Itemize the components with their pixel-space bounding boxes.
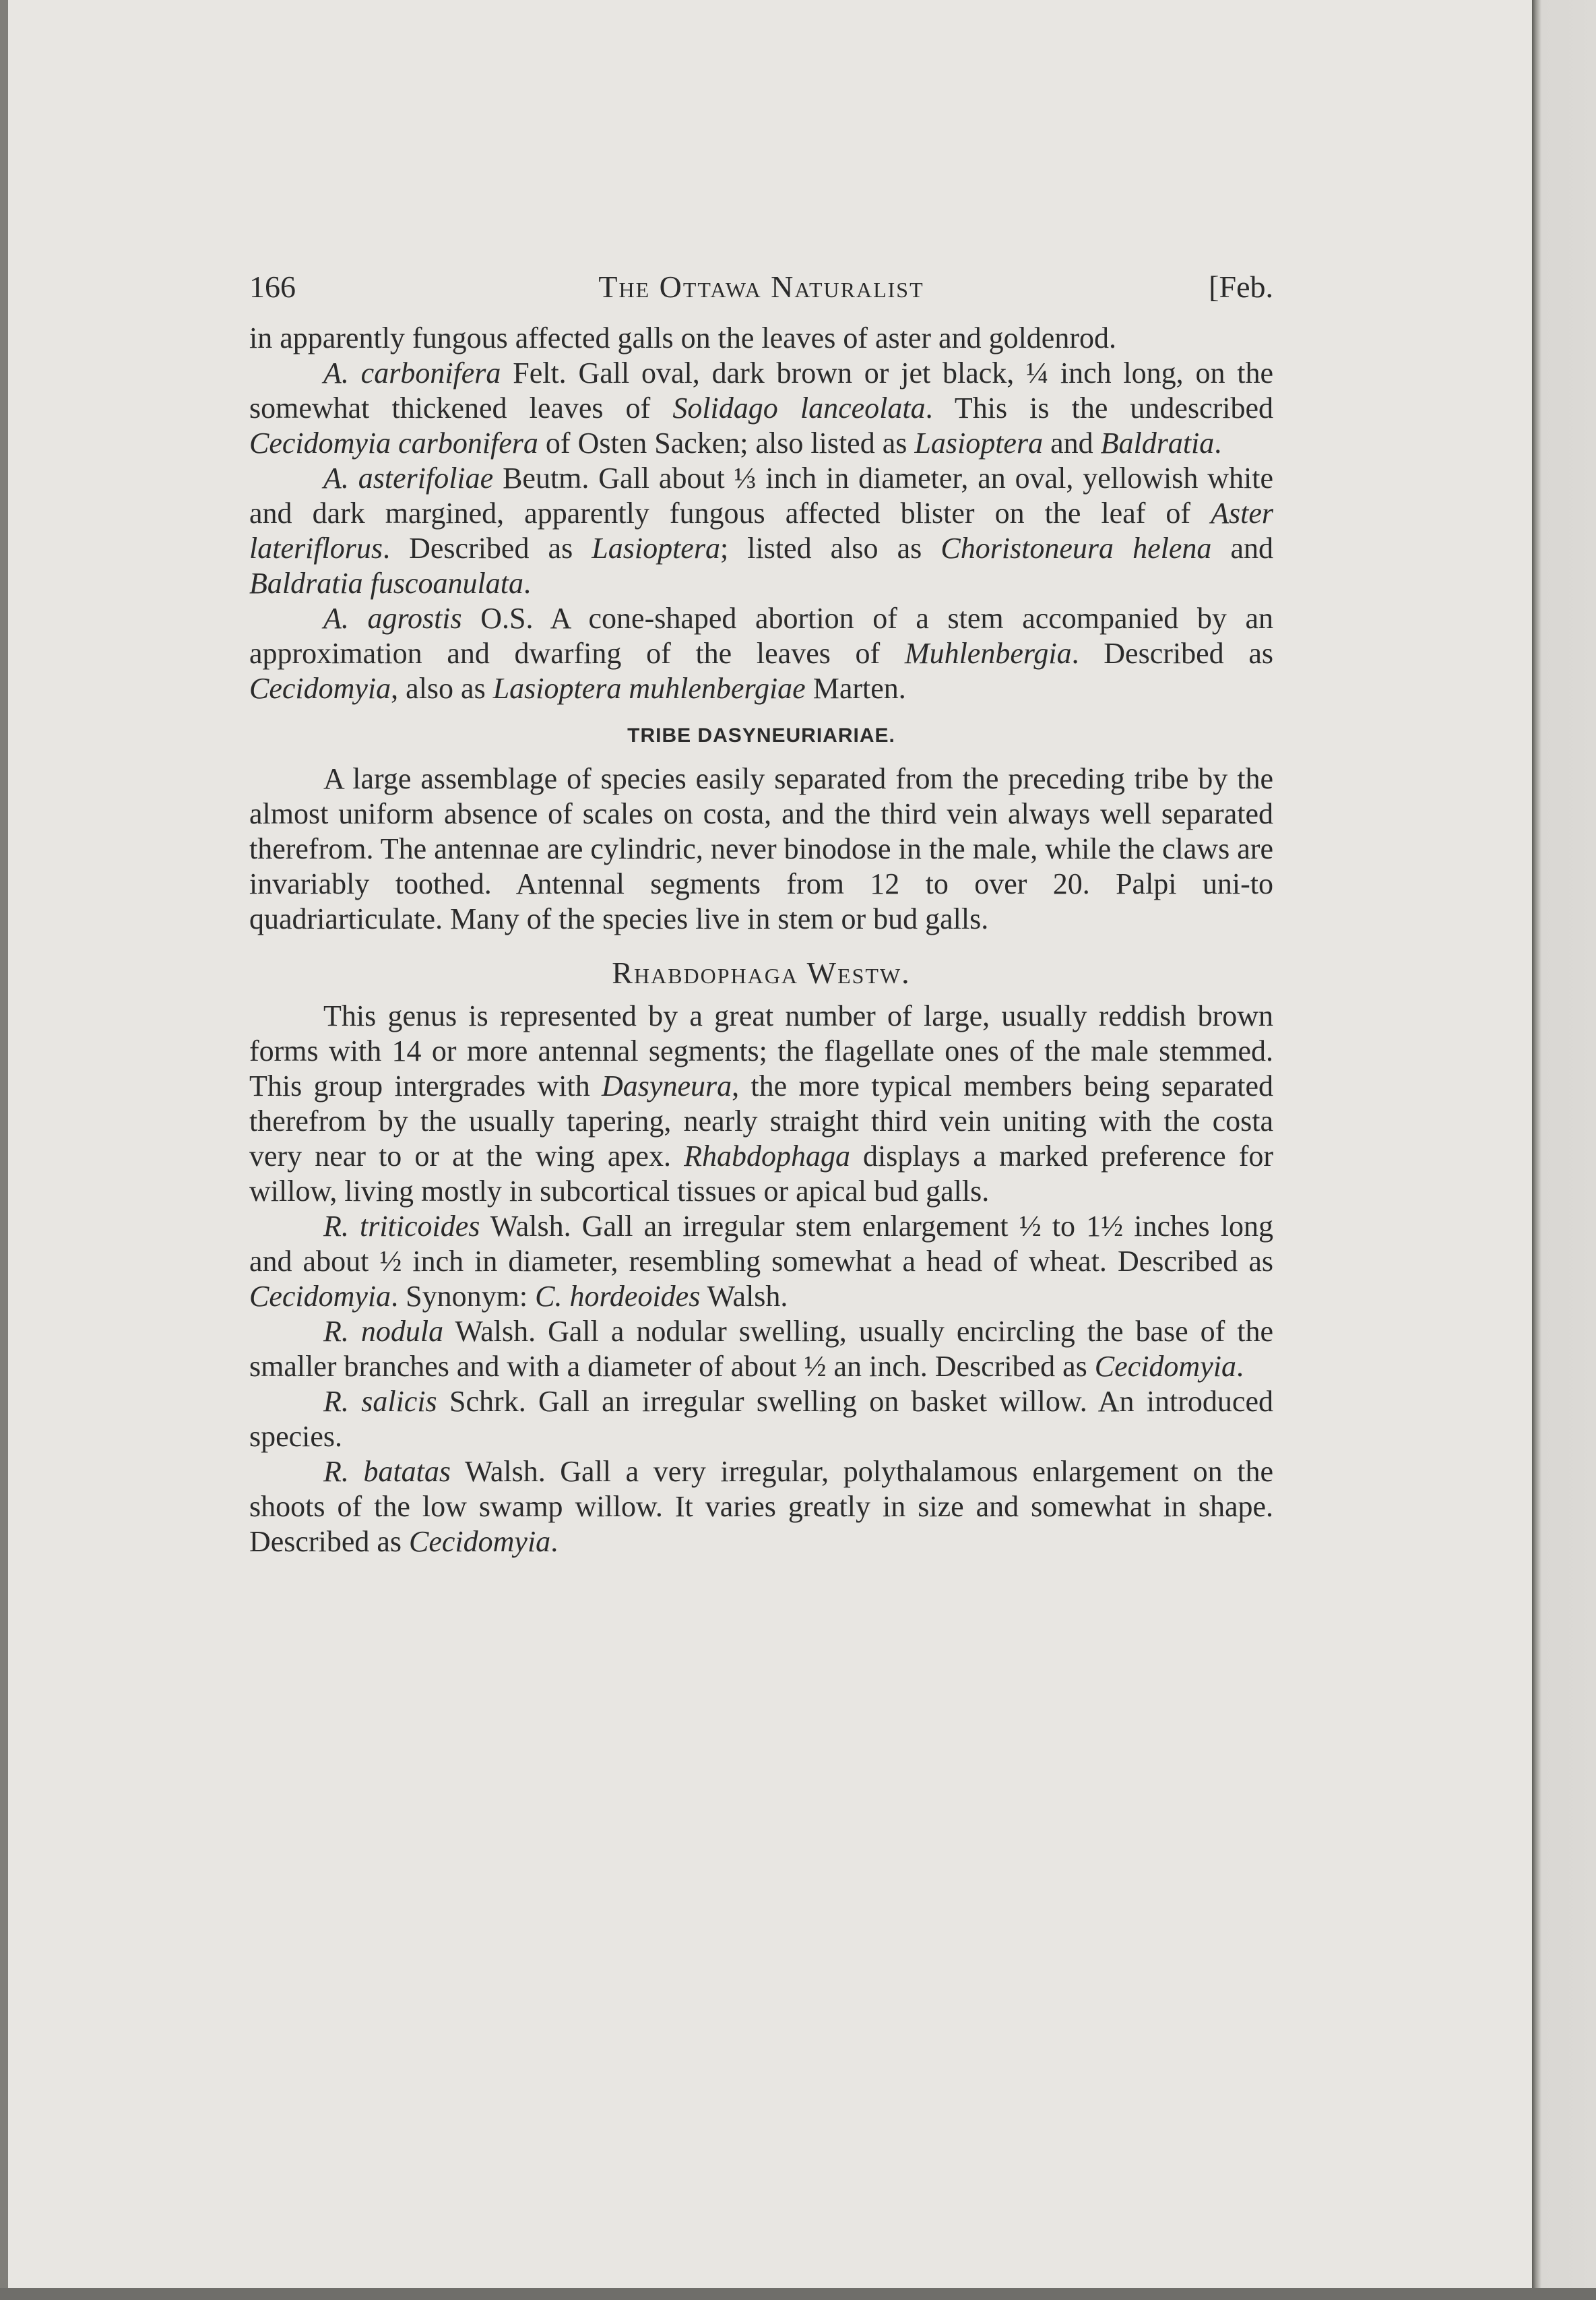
taxon-name: Rhabdophaga (684, 1140, 850, 1173)
entry-text: Walsh. (700, 1280, 788, 1313)
entry-text: , the more typical members being separated therefrom by the usually tapering, nearly straight third vein uniting with the costa very near to or at the wing apex. (249, 1069, 1274, 1173)
species-entry (249, 461, 1273, 601)
taxon-name: Choristoneura helena (940, 532, 1212, 565)
genus-heading: Rhabdophaga Westw. (612, 956, 911, 990)
paragraph (249, 999, 1273, 1209)
entry-text: Schrk. Gall an irregular swelling on basket willow. An introduced species. (249, 1385, 1273, 1453)
page-number: 166 (249, 270, 296, 304)
species-name: A. asterifoliae (323, 462, 494, 495)
taxon-name: Cecidomyia (249, 672, 391, 705)
taxon-name: Cecidomyia (249, 1280, 391, 1313)
taxon-name: Muhlenbergia (904, 637, 1072, 670)
species-entry (249, 1209, 1273, 1314)
taxon-name: Baldratia (1100, 427, 1215, 460)
taxon-name: Lasioptera (592, 532, 720, 565)
taxon-name: Cecidomyia carbonifera (249, 427, 538, 460)
taxon-name: Aster lateriflorus (249, 497, 1273, 565)
entry-text: Walsh. Gall a very irregular, polythalamous enlargement on the shoots of the low swamp willow. It varies greatly in size and somewhat in shape. Described as (249, 1455, 1273, 1558)
running-head (249, 270, 1273, 310)
taxon-name: Lasioptera (914, 427, 1044, 460)
entry-text: and (1211, 532, 1274, 565)
scan-bottom-edge (0, 2288, 1596, 2300)
entry-text: . (1236, 1350, 1244, 1383)
entry-text: . Described as (1071, 637, 1274, 670)
entry-text: O.S. A cone-shaped abortion of a stem accompanied by an approximation and dwarfing of the leaves of (249, 602, 1273, 670)
entry-text: Felt. Gall oval, dark brown or jet black, ¼ inch long, on the somewhat thickened leaves of (249, 356, 1273, 425)
species-name: R. batatas (323, 1455, 451, 1488)
entry-text: . (550, 1525, 558, 1558)
entry-text: . Synonym: (391, 1280, 536, 1313)
species-entry (249, 1314, 1273, 1384)
taxon-name: Dasyneura (602, 1069, 732, 1102)
entry-text: of Osten Sacken; also listed as (538, 427, 915, 460)
species-entry (249, 356, 1273, 461)
species-name: R. salicis (323, 1385, 437, 1418)
entry-text: and (1043, 427, 1101, 460)
entry-text: . (523, 567, 531, 600)
entry-text: Walsh. Gall a nodular swelling, usually encircling the base of the smaller branches and with a diameter of about ½ an inch. Described as (249, 1315, 1273, 1383)
species-name: R. triticoides (323, 1210, 480, 1243)
entry-text: , also as (391, 672, 493, 705)
entry-text: This genus is represented by a great number of large, usually reddish brown forms with 14 or more antennal segments; the flagellate ones of the male stemmed. This group intergrades with (249, 999, 1273, 1102)
taxon-name: Cecidomyia (409, 1525, 551, 1558)
taxon-name: Solidago lanceolata (672, 392, 926, 425)
taxon-name: C. hordeoides (535, 1280, 701, 1313)
tribe-heading: TRIBE DASYNEURIARIAE. (627, 724, 895, 747)
species-name: R. nodula (323, 1315, 444, 1348)
species-entry (249, 1454, 1273, 1559)
page-text (249, 270, 1273, 1559)
entry-text: Walsh. Gall an irregular stem enlargement ½ to 1½ inches long and about ½ inch in diameter, resembling somewhat a head of wheat. Described as (249, 1210, 1273, 1278)
taxon-name: Baldratia fuscoanulata (249, 567, 523, 600)
entry-text: displays a marked preference for willow, living mostly in subcortical tissues or apical bud galls. (249, 1140, 1273, 1208)
entry-text: . Described as (383, 532, 592, 565)
species-entry (249, 601, 1273, 706)
paragraph: A large assemblage of species easily separated from the preceding tribe by the almost uniform absence of scales on costa, and the third vein always well separated therefrom. The antennae are cylindric, never binodose in the male, while the claws are invariably toothed. Antennal segments from 12 to over 20. Palpi uni-to quadriarticulate. Many of the species live in stem or bud galls. (249, 762, 1273, 935)
paragraph: in apparently fungous affected galls on the leaves of aster and goldenrod. (249, 321, 1116, 354)
taxon-name: Cecidomyia (1094, 1350, 1236, 1383)
issue-month: [Feb. (1209, 270, 1273, 304)
entry-text: . This is the undescribed (925, 392, 1274, 425)
entry-text: Beutm. Gall about ⅓ inch in diameter, an oval, yellowish white and dark margined, apparently fungous affected blister on the leaf of (249, 462, 1273, 530)
entry-text: . (1214, 427, 1222, 460)
facing-page-edge (1532, 0, 1596, 2300)
entry-text: ; listed also as (720, 532, 941, 565)
species-entry (249, 1384, 1273, 1454)
species-name: A. agrostis (323, 602, 462, 635)
species-name: A. carbonifera (323, 356, 501, 390)
entry-text: Marten. (805, 672, 906, 705)
journal-title: The Ottawa Naturalist (598, 270, 924, 304)
taxon-name: Lasioptera muhlenbergiae (492, 672, 806, 705)
